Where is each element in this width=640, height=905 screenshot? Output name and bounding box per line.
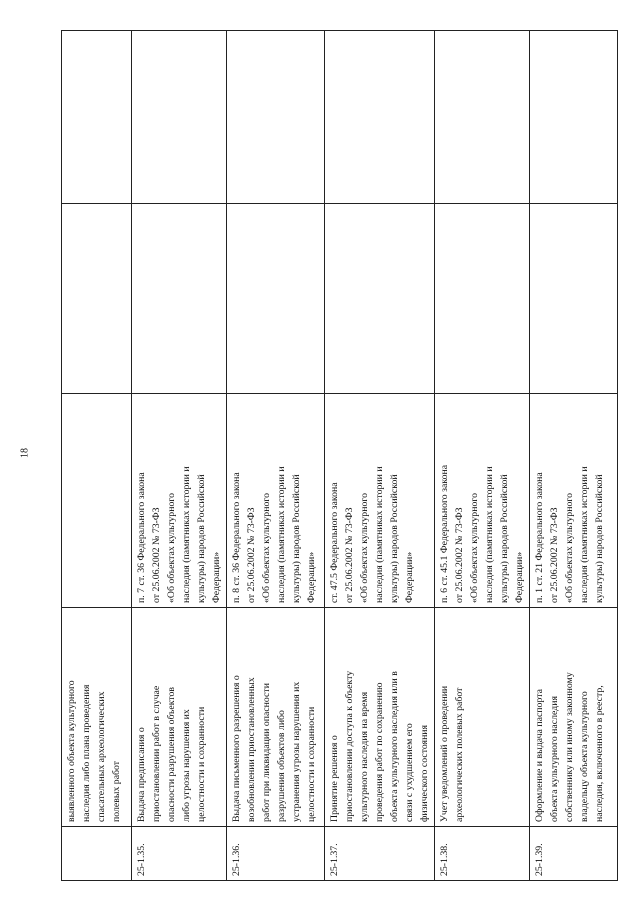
- name-line: наследия либо плана проведения: [81, 684, 92, 822]
- cell-number: [325, 827, 435, 881]
- cell-number: [530, 827, 618, 881]
- cell-empty: [227, 31, 325, 204]
- table-body: [62, 31, 618, 881]
- law-line: Федерации»: [306, 551, 317, 603]
- law-line: наследия (памятниках истории и: [276, 466, 287, 603]
- row-number: 25-1.35.: [136, 843, 147, 876]
- name-line: Учет уведомлений о проведении: [439, 685, 450, 822]
- law-line: наследия (памятниках истории и: [374, 466, 385, 603]
- cell-number: [435, 827, 530, 881]
- law-line: п. 1 ст. 21 Федерального закона: [534, 472, 545, 603]
- name-line: наследия, включенного в реестр,: [594, 685, 605, 822]
- name-line: устранения угрозы нарушения их: [291, 681, 302, 822]
- name-line: Оформление и выдача паспорта: [534, 689, 545, 822]
- cell-name: [325, 608, 435, 827]
- document-table-region: [61, 31, 605, 881]
- name-line: либо угрозы нарушения их: [181, 709, 192, 822]
- cell-law: [132, 394, 227, 608]
- cell-empty: [227, 204, 325, 394]
- cell-empty: [132, 204, 227, 394]
- cell-empty: [132, 31, 227, 204]
- law-line: ст. 47.5 Федерального закона: [329, 482, 340, 603]
- table-row: [530, 31, 618, 881]
- name-line: собственнику или иному законному: [564, 672, 575, 822]
- law-line: от 25.06.2002 № 73-ФЗ: [151, 507, 162, 603]
- law-line: от 25.06.2002 № 73-ФЗ: [549, 507, 560, 603]
- cell-empty: [62, 31, 132, 204]
- cell-name: [227, 608, 325, 827]
- cell-number: [227, 827, 325, 881]
- name-line: археологических полевых работ: [454, 687, 465, 822]
- law-line: «Об объектах культурного: [469, 492, 480, 603]
- row-number: 25-1.36.: [231, 843, 242, 876]
- cell-law: [530, 394, 618, 608]
- law-line: п. 6 ст. 45.1 Федерального закона: [439, 464, 450, 603]
- law-line: «Об объектах культурного: [261, 492, 272, 603]
- name-line: работ при ликвидации опасности: [261, 683, 272, 822]
- name-line: выявленного объекта культурного: [66, 680, 77, 822]
- cell-empty: [62, 204, 132, 394]
- law-line: п. 8 ст. 36 Федерального закона: [231, 472, 242, 603]
- name-line: разрушения объектов либо: [276, 710, 287, 822]
- cell-empty: [530, 31, 618, 204]
- page-number: [18, 0, 32, 905]
- cell-law: [325, 394, 435, 608]
- cell-number: [62, 827, 132, 881]
- name-line: владельцу объекта культурного: [579, 691, 590, 822]
- cell-empty: [325, 204, 435, 394]
- name-line: целостности и сохранности: [196, 706, 207, 822]
- table-row: [435, 31, 530, 881]
- row-number: 25-1.39.: [534, 843, 545, 876]
- law-line: культуры) народов Российской: [291, 474, 302, 603]
- cell-empty: [435, 204, 530, 394]
- cell-name: [62, 608, 132, 827]
- name-line: спасательных археологических: [96, 691, 107, 822]
- cell-number: [132, 827, 227, 881]
- law-line: культуры) народов Российской: [594, 474, 605, 603]
- cell-name: [435, 608, 530, 827]
- law-line: наследия (памятниках истории и: [579, 466, 590, 603]
- name-line: целостности и сохранности: [306, 706, 317, 822]
- name-line: опасности разрушения объектов: [166, 686, 177, 822]
- name-line: полевых работ: [111, 760, 122, 822]
- law-line: п. 7 ст. 36 Федерального закона: [136, 472, 147, 603]
- cell-law: [227, 394, 325, 608]
- table-row: [325, 31, 435, 881]
- law-line: от 25.06.2002 № 73-ФЗ: [246, 507, 257, 603]
- law-line: Федерации»: [514, 551, 525, 603]
- law-line: наследия (памятниках истории и: [484, 466, 495, 603]
- law-line: культуры) народов Российской: [499, 474, 510, 603]
- functions-table: [61, 30, 618, 881]
- rotated-table-container: [61, 31, 605, 881]
- law-line: от 25.06.2002 № 73-ФЗ: [454, 507, 465, 603]
- name-line: возобновлении приостановленных: [246, 677, 257, 822]
- table-row: [62, 31, 132, 881]
- cell-name: [530, 608, 618, 827]
- table-row: [227, 31, 325, 881]
- cell-empty: [325, 31, 435, 204]
- name-line: Выдача письменного разрешения о: [231, 675, 242, 822]
- law-line: Федерации»: [211, 551, 222, 603]
- name-line: культурного наследия на время: [359, 691, 370, 822]
- name-line: Выдача предписания о: [136, 727, 147, 822]
- row-number: 25-1.37.: [329, 843, 340, 876]
- cell-name: [132, 608, 227, 827]
- law-line: культуры) народов Российской: [389, 474, 400, 603]
- law-line: наследия (памятниках истории и: [181, 466, 192, 603]
- law-line: «Об объектах культурного: [166, 492, 177, 603]
- law-line: «Об объектах культурного: [359, 492, 370, 603]
- law-line: от 25.06.2002 № 73-ФЗ: [344, 507, 355, 603]
- name-line: приостановлении доступа к объекту: [344, 670, 355, 822]
- name-line: объекта культурного наследия: [549, 696, 560, 822]
- name-line: объекта культурного наследия или в: [389, 671, 400, 822]
- row-number: 25-1.38.: [439, 843, 450, 876]
- law-line: культуры) народов Российской: [196, 474, 207, 603]
- law-line: «Об объектах культурного: [564, 492, 575, 603]
- page-number-text: 18: [19, 447, 31, 458]
- cell-law: [435, 394, 530, 608]
- name-line: проведения работ по сохранению: [374, 682, 385, 822]
- cell-empty: [435, 31, 530, 204]
- name-line: приостановлении работ в случае: [151, 685, 162, 822]
- cell-law: [62, 394, 132, 608]
- law-line: Федерации»: [404, 551, 415, 603]
- name-line: Принятие решения о: [329, 735, 340, 822]
- name-line: связи с ухудшением его: [404, 723, 415, 822]
- cell-empty: [530, 204, 618, 394]
- name-line: физического состояния: [419, 724, 430, 822]
- table-row: [132, 31, 227, 881]
